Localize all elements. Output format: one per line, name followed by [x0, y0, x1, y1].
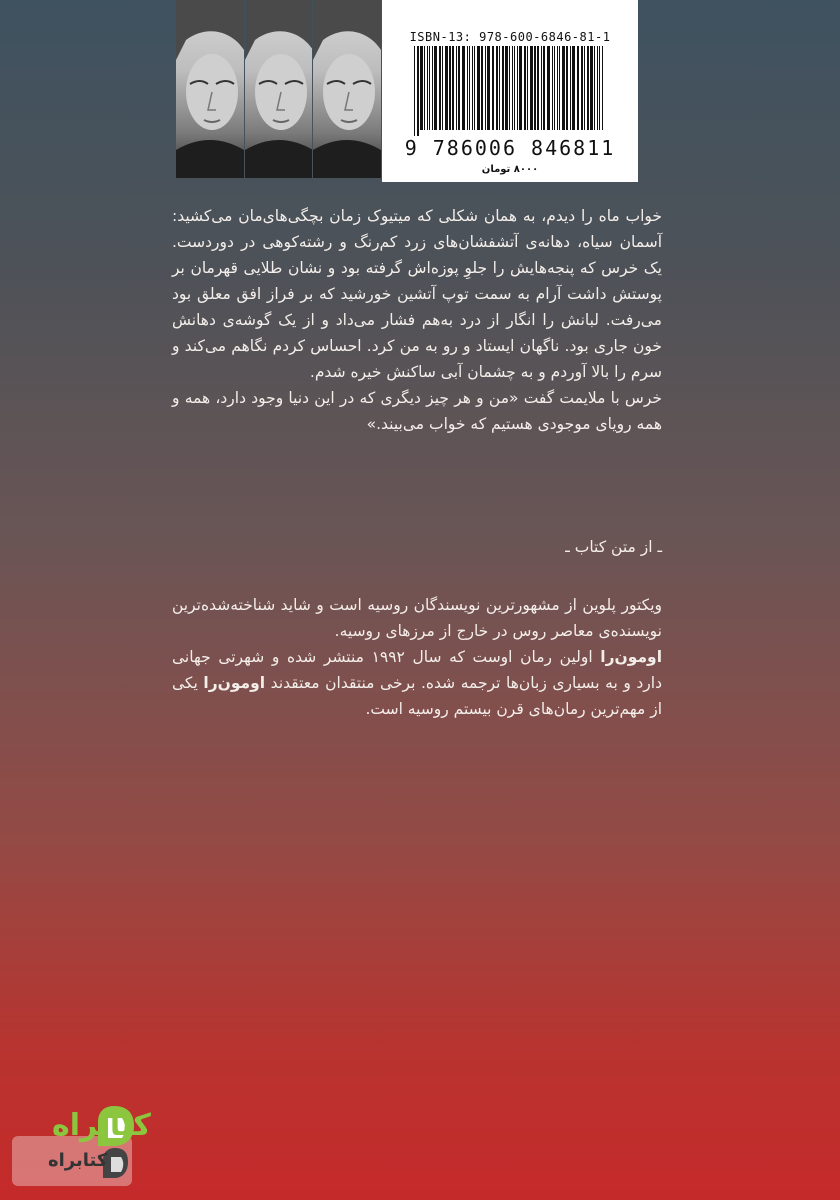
- barcode-bar: [429, 46, 430, 130]
- ketabrah-logo: [12, 1096, 151, 1188]
- author-photo-3: [313, 0, 381, 178]
- barcode-bar: [452, 46, 454, 130]
- isbn-label: ISBN-13: 978-600-6846-81-1: [409, 30, 611, 44]
- barcode-bar: [562, 46, 565, 130]
- barcode-bar: [537, 46, 539, 130]
- excerpt-source: ـ از متن کتاب ـ: [565, 538, 662, 556]
- barcode-bar: [442, 46, 443, 130]
- barcode-bar: [514, 46, 515, 130]
- price-label: ۸۰۰۰ تومان: [481, 164, 539, 175]
- about-part-3: یکی از مهم‌ترین رمان‌های قرن بیستم روسیه است.: [172, 674, 662, 718]
- about-book: [172, 592, 662, 722]
- excerpt-paragraph-1: خواب ماه را دیدم، به همان شکلی که میتیوک زمان بچگی‌های‌مان می‌کشید: آسمان سیاه، دهانه‌ی آتشفشان‌های زرد کم‌رنگ و رشته‌کوهی در دوردست. یک خرس که پنجه‌هایش را جلوِ پوزه‌اش گرفته بود و نشان طلایی قهرمان بر پوستش داشت آرام به سمت توپ آتشین خورشید که بر فراز افق معلق بود می‌رفت. لبانش را انگار از درد به‌هم فشار می‌داد و از یک گوشه‌ی دهانش خون جاری بود. ناگهان ایستاد و رو به من کرد. احساس کردم نگاهم می‌کند و سرم را بالا آوردم و به چشمان آبی ساکنش خیره شدم.: [172, 207, 662, 381]
- barcode-bar: [587, 46, 589, 130]
- author-photo-strip: [176, 0, 382, 178]
- barcode-bar: [424, 46, 425, 130]
- barcode-bar: [547, 46, 550, 130]
- barcode-bar: [481, 46, 483, 130]
- book-title-1: اومون‌را: [600, 648, 663, 666]
- barcode-bars: [414, 46, 606, 136]
- barcode-bar: [502, 46, 504, 130]
- barcode-bar: [469, 46, 470, 130]
- excerpt-paragraph-2: خرس با ملایمت گفت «من و هر چیز دیگری که در این دنیا وجود دارد، همه و همه رویای موجودی هستیم که خواب می‌بیند.»: [172, 389, 662, 433]
- about-part-1: ویکتور پلوین از مشهورترین نویسندگان روسیه است و شاید شناخته‌شده‌ترین نویسنده‌ی معاصر روس در خارج از مرزهای روسیه.: [172, 596, 662, 640]
- barcode-bar: [456, 46, 457, 130]
- barcode-bar: [541, 46, 542, 130]
- barcode-bar: [519, 46, 522, 130]
- barcode-bar: [584, 46, 585, 130]
- barcode-bar: [485, 46, 486, 130]
- book-excerpt: [172, 203, 662, 437]
- barcode-bar: [581, 46, 583, 130]
- barcode-bar: [554, 46, 555, 130]
- barcode-bar: [458, 46, 460, 130]
- barcode-bar: [602, 46, 603, 130]
- barcode-bar: [420, 46, 423, 130]
- barcode-bar: [487, 46, 490, 130]
- barcode-bar: [439, 46, 441, 130]
- barcode-bar: [534, 46, 536, 130]
- barcode-bar: [517, 46, 518, 130]
- barcode-bar: [552, 46, 553, 130]
- barcode-bar: [505, 46, 508, 130]
- barcode-bar: [427, 46, 428, 130]
- barcode-bar: [530, 46, 533, 130]
- barcode-bar: [559, 46, 560, 130]
- barcode-bar: [417, 46, 419, 136]
- barcode-bar: [462, 46, 465, 130]
- barcode-bar: [414, 46, 415, 136]
- barcode-bar: [543, 46, 545, 130]
- barcode-bar: [509, 46, 510, 130]
- author-photo-2: [245, 0, 313, 178]
- barcode-bar: [566, 46, 568, 130]
- barcode-bar: [594, 46, 595, 130]
- author-photo-1: [176, 0, 244, 178]
- barcode-bar: [590, 46, 593, 130]
- barcode-bar: [597, 46, 598, 130]
- barcode-bar: [449, 46, 451, 130]
- barcode-bar: [472, 46, 473, 130]
- barcode-bar: [527, 46, 528, 130]
- barcode-bar: [474, 46, 475, 130]
- barcode-bar: [512, 46, 513, 130]
- barcode-bar: [492, 46, 494, 130]
- logo-text: کتابراه: [52, 1108, 151, 1143]
- barcode-bar: [467, 46, 468, 130]
- book-title-2: اومون‌را: [203, 674, 266, 692]
- barcode-bar: [599, 46, 600, 130]
- barcode-bar: [434, 46, 437, 130]
- barcode-bar: [445, 46, 448, 130]
- barcode-bar: [499, 46, 500, 130]
- barcode-bar: [524, 46, 526, 130]
- ean-digits: 9 786006 846811: [404, 136, 616, 160]
- logo-text-small: کتابراه: [48, 1150, 108, 1171]
- barcode-panel: [382, 0, 638, 182]
- about-part-2: اولین رمان اوست که سال ۱۹۹۲ منتشر شده و شهرتی جهانی دارد و به بسیاری زبان‌ها ترجمه شده. برخی منتقدان معتقدند: [172, 648, 662, 692]
- barcode-bar: [572, 46, 575, 130]
- barcode-bar: [477, 46, 480, 130]
- barcode-bar: [577, 46, 579, 130]
- barcode-bar: [557, 46, 558, 130]
- barcode-bar: [496, 46, 498, 130]
- barcode-bar: [570, 46, 571, 130]
- barcode-bar: [432, 46, 433, 130]
